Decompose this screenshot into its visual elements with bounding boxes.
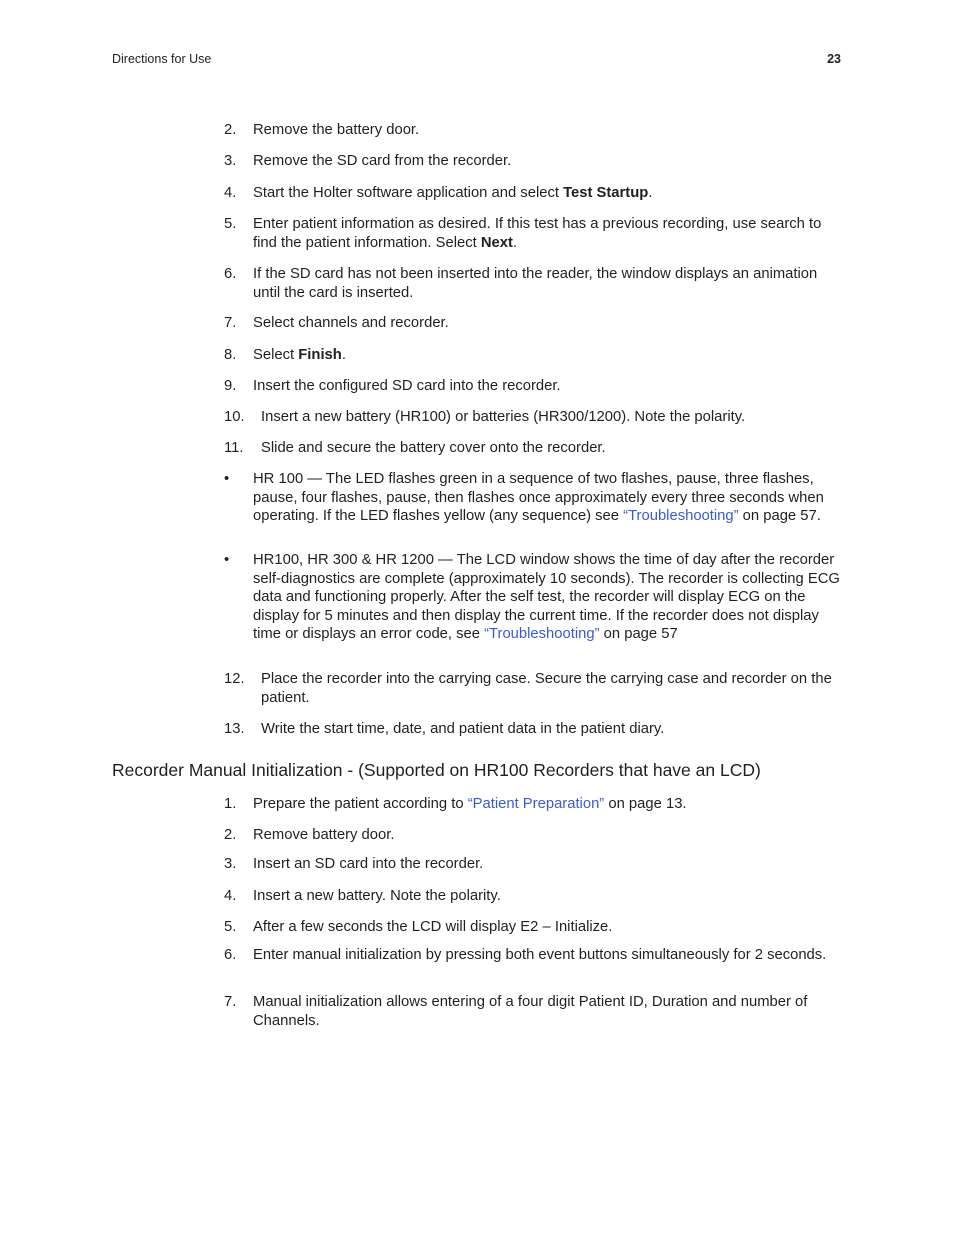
text-segment: Enter manual initialization by pressing both event buttons simultaneously for 2 seconds. [253,947,827,963]
text-segment: Select [253,347,299,363]
step-number: 10. [224,409,245,425]
text-segment: HR 100 — The LED flashes green in a sequence of two flashes, pause, three flashes, pause, four flashes, pause, then flashes once approximately every three seconds when operating. If the LED flashes yellow (any sequence) see [253,471,824,525]
ui-term: Next [480,234,513,251]
text-segment: . [648,185,653,201]
list-item [224,918,844,937]
text-segment: HR100, HR 300 & HR 1200 — The LCD window shows the time of day after the recorder self-diagnostics are complete (approximately 10 seconds). The recorder is collecting ECG data and functioning properly. After the self test, the recorder will display ECG on the display for 5 minutes and then display the current time. If the recorder does not display time or displays an error code, see [253,552,840,643]
step-text [261,439,844,458]
step-number: 9. [224,378,237,394]
list-item [224,215,844,252]
step-number: 5. [224,919,237,935]
step-number: 2. [224,122,237,138]
list-item [224,795,844,814]
step-text [261,408,844,427]
text-segment: on page 57. [738,508,821,525]
step-text [253,215,844,252]
step-number: 11. [224,440,244,456]
text-segment: on page 57 [599,626,678,643]
step-number: 4. [224,888,237,904]
list-item [224,346,844,365]
step-text [253,377,844,396]
text-segment: If the SD card has not been inserted into the reader, the window displays an animation until the card is inserted. [253,266,818,301]
step-text [261,670,844,707]
step-number: 6. [224,266,237,282]
step-text [253,551,844,644]
step-text [253,121,844,140]
text-segment: Start the Holter software application and select [253,185,564,201]
list-item [224,439,844,458]
step-text [253,152,844,171]
text-segment: Insert an SD card into the recorder. [253,856,484,872]
running-header: Directions for Use [112,52,212,66]
text-segment: Insert a new battery. Note the polarity. [253,888,501,904]
text-segment: Prepare the patient according to [253,796,468,812]
text-segment: Insert a new battery (HR100) or batteries (HR300/1200). Note the polarity. [261,409,746,425]
cross-reference-link[interactable]: “Troubleshooting” [623,508,739,525]
step-number: 3. [224,153,237,169]
text-segment: Manual initialization allows entering of a four digit Patient ID, Duration and number of Channels. [253,994,808,1029]
text-segment: Slide and secure the battery cover onto the recorder. [261,440,606,456]
text-segment: Remove battery door. [253,827,395,843]
step-number: 3. [224,856,237,872]
section-heading: Recorder Manual Initialization - (Supported on HR100 Recorders that have an LCD) [112,760,761,780]
text-segment: Enter patient information as desired. If this test has a previous recording, use search to find the patient information. Select [253,216,822,251]
step-text [253,993,844,1030]
bullet-marker: • [224,471,230,487]
text-segment: on page 13. [604,796,687,812]
step-number: 4. [224,185,237,201]
text-segment: Place the recorder into the carrying case. Secure the carrying case and recorder on the patient. [261,671,832,706]
text-segment: After a few seconds the LCD will display E2 – Initialize. [253,919,613,935]
step-text [253,795,844,814]
step-text [253,946,844,965]
list-item [224,265,844,302]
list-item [224,887,844,906]
page-number: 23 [827,52,841,66]
list-item [224,670,844,707]
step-number: 6. [224,947,237,963]
step-text [253,887,844,906]
step-number: 7. [224,315,237,331]
step-text [253,314,844,333]
list-item [224,121,844,140]
text-segment: Select channels and recorder. [253,315,449,331]
list-item [224,184,844,203]
list-item [224,377,844,396]
list-item [224,855,844,874]
list-item [224,993,844,1030]
bullet-item [224,551,844,644]
text-segment: . [512,234,518,251]
text-segment: . [341,347,346,363]
step-text [253,918,844,937]
list-item [224,946,844,965]
ui-term: Finish [298,347,342,363]
list-item [224,152,844,171]
list-item [224,826,844,845]
ui-term: Test Startup [563,185,649,201]
cross-reference-link[interactable]: “Patient Preparation” [467,796,605,812]
step-text [253,184,844,203]
step-text [253,265,844,302]
text-segment: Remove the battery door. [253,122,420,138]
text-segment: Insert the configured SD card into the recorder. [253,378,561,394]
step-number: 12. [224,671,245,687]
step-text [253,346,844,365]
step-number: 5. [224,216,237,232]
step-number: 7. [224,994,237,1010]
cross-reference-link[interactable]: “Troubleshooting” [484,626,600,643]
step-text [253,855,844,874]
step-text [261,720,844,739]
step-number: 13. [224,721,245,737]
step-number: 8. [224,347,237,363]
list-item [224,408,844,427]
list-item [224,314,844,333]
step-number: 1. [224,796,237,812]
step-text [253,470,844,526]
step-text [253,826,844,845]
text-segment: Remove the SD card from the recorder. [253,153,512,169]
bullet-marker: • [224,552,230,568]
bullet-item [224,470,844,526]
text-segment: Write the start time, date, and patient data in the patient diary. [261,721,665,737]
step-number: 2. [224,827,237,843]
list-item [224,720,844,739]
